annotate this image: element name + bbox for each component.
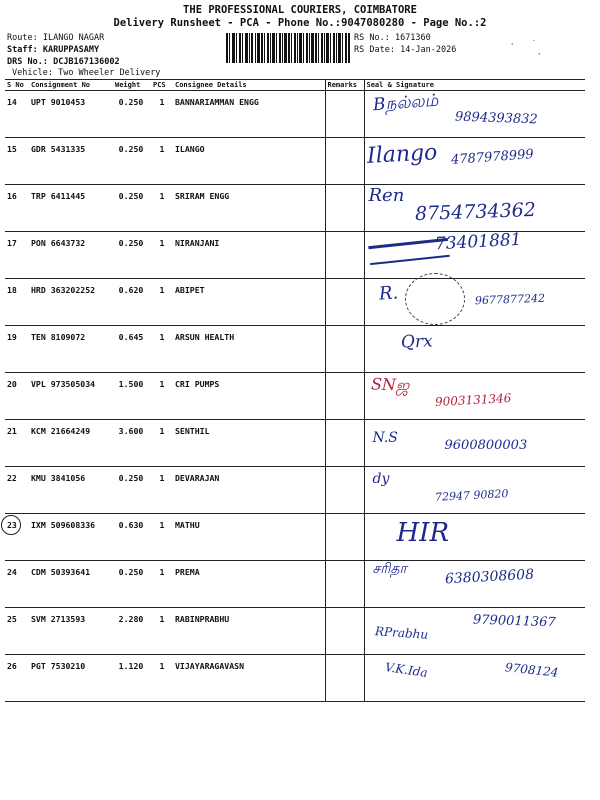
remarks-cell [325, 467, 364, 514]
col-sno: S No [5, 80, 29, 91]
table-row [5, 326, 585, 373]
route-info [7, 33, 104, 43]
table-row [5, 608, 585, 655]
remarks-cell [325, 232, 364, 279]
signature-cell [364, 467, 585, 514]
consignment-cell: TEN 8109072 [29, 326, 113, 373]
consignee-cell: SENTHIL [173, 420, 325, 467]
signature-phone: 9003131346 [434, 391, 512, 409]
stray-marks: · ˙ · [509, 40, 542, 60]
consignment-cell: KCM 21664249 [29, 420, 113, 467]
table-row [5, 185, 585, 232]
col-consignment: Consignment No [29, 80, 113, 91]
weight-cell: 3.600 [113, 420, 151, 467]
pcs-cell: 1 [151, 138, 173, 185]
pcs-cell: 1 [151, 420, 173, 467]
consignee-cell: ILANGO [173, 138, 325, 185]
drs-value: DCJB167136002 [53, 57, 120, 67]
consignment-cell: PON 6643732 [29, 232, 113, 279]
table-row [5, 279, 585, 326]
consignee-cell: MATHU [173, 514, 325, 561]
drs-info [7, 57, 120, 67]
signature-cell [364, 420, 585, 467]
signature-phone: 9894393832 [454, 109, 538, 128]
sno-cell: 23 [5, 514, 29, 561]
route-label: Route: [7, 33, 38, 43]
table-row [5, 467, 585, 514]
sno-cell: 18 [5, 279, 29, 326]
sno-cell: 26 [5, 655, 29, 702]
rs-number-label: RS No.: [354, 33, 390, 43]
rs-number-value: 1671360 [394, 33, 431, 43]
weight-cell: 0.630 [113, 514, 151, 561]
signature-phone: 9790011367 [472, 612, 556, 631]
runsheet-table [5, 80, 585, 702]
signature-name: N.S [372, 430, 398, 446]
vehicle-label: Vehicle: [12, 68, 53, 78]
signature-cell [364, 608, 585, 655]
remarks-cell [325, 326, 364, 373]
runsheet-subtitle: Delivery Runsheet - PCA - Phone No.:9047080280 - Page No.:2 [113, 17, 487, 29]
route-value: ILANGO NAGAR [42, 33, 105, 43]
consignment-cell: HRD 363202252 [29, 279, 113, 326]
consignment-cell: SVM 2713593 [29, 608, 113, 655]
consignment-cell: VPL 973505034 [29, 373, 113, 420]
signature-cell [364, 655, 585, 702]
sno-cell: 19 [5, 326, 29, 373]
consignee-cell: CRI PUMPS [173, 373, 325, 420]
sno-cell: 22 [5, 467, 29, 514]
pcs-cell: 1 [151, 326, 173, 373]
drs-label: DRS No.: [7, 57, 48, 67]
weight-cell: 0.645 [113, 326, 151, 373]
remarks-cell [325, 279, 364, 326]
pcs-cell: 1 [151, 467, 173, 514]
col-pcs: PCS [151, 80, 173, 91]
consignment-cell: KMU 3841056 [29, 467, 113, 514]
sno-cell: 24 [5, 561, 29, 608]
company-stamp [405, 273, 465, 325]
signature-cell [364, 514, 585, 561]
consignment-cell: TRP 6411445 [29, 185, 113, 232]
pcs-cell: 1 [151, 373, 173, 420]
vehicle-value: Two Wheeler Delivery [58, 68, 161, 78]
remarks-cell [325, 561, 364, 608]
table-row [5, 655, 585, 702]
consignment-cell: PGT 7530210 [29, 655, 113, 702]
consignee-cell: RABINPRABHU [173, 608, 325, 655]
remarks-cell [325, 514, 364, 561]
table-row [5, 373, 585, 420]
consignee-cell: PREMA [173, 561, 325, 608]
rs-date-info [354, 45, 456, 55]
weight-cell: 0.250 [113, 232, 151, 279]
sno-cell: 25 [5, 608, 29, 655]
scribble-mark [368, 238, 450, 265]
table-row [5, 420, 585, 467]
signature-phone: 9677877242 [474, 291, 545, 308]
pcs-cell: 1 [151, 608, 173, 655]
rs-date-label: RS Date: [354, 45, 395, 55]
remarks-cell [325, 608, 364, 655]
remarks-cell [325, 138, 364, 185]
signature-cell [364, 373, 585, 420]
remarks-cell [325, 91, 364, 138]
table-row [5, 514, 585, 561]
sno-cell: 21 [5, 420, 29, 467]
consignment-cell: UPT 9010453 [29, 91, 113, 138]
sno-cell: 14 [5, 91, 29, 138]
weight-cell: 0.250 [113, 91, 151, 138]
rs-date-value: 14-Jan-2026 [400, 45, 457, 55]
weight-cell: 0.250 [113, 185, 151, 232]
weight-cell: 0.250 [113, 138, 151, 185]
weight-cell: 2.280 [113, 608, 151, 655]
remarks-cell [325, 185, 364, 232]
pcs-cell: 1 [151, 655, 173, 702]
consignee-cell: SRIRAM ENGG [173, 185, 325, 232]
rs-number-info [354, 33, 431, 43]
signature-cell [364, 185, 585, 232]
signature-phone: 4787978999 [450, 147, 534, 168]
col-consignee: Consignee Details [173, 80, 325, 91]
staff-value: KARUPPASAMY [42, 45, 100, 55]
signature-name: SNஜ [370, 374, 410, 395]
sno-cell: 20 [5, 373, 29, 420]
signature-cell [364, 279, 585, 326]
signature-name: HIR [396, 518, 450, 548]
consignment-cell: IXM 509608336 [29, 514, 113, 561]
consignee-cell: DEVARAJAN [173, 467, 325, 514]
signature-name: Ilango [365, 140, 438, 169]
signature-name: Qrx [400, 331, 433, 353]
signature-cell [364, 91, 585, 138]
consignment-cell: CDM 50393641 [29, 561, 113, 608]
staff-label: Staff: [7, 45, 38, 55]
remarks-cell [325, 373, 364, 420]
signature-phone: 6380308608 [444, 566, 534, 588]
pcs-cell: 1 [151, 279, 173, 326]
signature-name: சரிதா [372, 561, 407, 577]
circled-row-mark [1, 515, 21, 535]
signature-cell [364, 561, 585, 608]
table-row [5, 91, 585, 138]
consignee-cell: ABIPET [173, 279, 325, 326]
consignment-cell: GDR 5431335 [29, 138, 113, 185]
signature-phone: 73401881 [434, 229, 522, 255]
table-row [5, 138, 585, 185]
consignee-cell: VIJAYARAGAVASN [173, 655, 325, 702]
consignee-cell: ARSUN HEALTH [173, 326, 325, 373]
consignee-cell: BANNARIAMMAN ENGG [173, 91, 325, 138]
signature-phone: 8754734362 [414, 198, 536, 226]
consignee-cell: NIRANJANI [173, 232, 325, 279]
table-header-row [5, 80, 585, 91]
company-title: THE PROFESSIONAL COURIERS, COIMBATORE [183, 4, 417, 16]
remarks-cell [325, 420, 364, 467]
signature-name: R. [377, 282, 399, 305]
pcs-cell: 1 [151, 91, 173, 138]
signature-cell [364, 138, 585, 185]
weight-cell: 1.120 [113, 655, 151, 702]
barcode-image [226, 33, 350, 63]
signature-phone: 9600800003 [444, 438, 528, 453]
staff-info [7, 45, 99, 55]
remarks-cell [325, 655, 364, 702]
pcs-cell: 1 [151, 232, 173, 279]
signature-phone: 9708124 [503, 660, 559, 680]
col-remarks: Remarks [325, 80, 364, 91]
signature-name: Bநல்லம் [371, 90, 439, 116]
pcs-cell: 1 [151, 185, 173, 232]
col-seal: Seal & Signature [364, 80, 585, 91]
vehicle-info [12, 68, 160, 78]
col-weight: Weight [113, 80, 151, 91]
weight-cell: 0.620 [113, 279, 151, 326]
pcs-cell: 1 [151, 561, 173, 608]
table-row [5, 561, 585, 608]
signature-name: RPrabhu [374, 624, 429, 642]
pcs-cell: 1 [151, 514, 173, 561]
signature-cell [364, 326, 585, 373]
sno-cell: 15 [5, 138, 29, 185]
table-row [5, 232, 585, 279]
signature-cell [364, 229, 585, 279]
weight-cell: 0.250 [113, 467, 151, 514]
signature-phone: 72947 90820 [434, 487, 509, 504]
weight-cell: 1.500 [113, 373, 151, 420]
sno-cell: 17 [5, 232, 29, 279]
sno-cell: 16 [5, 185, 29, 232]
signature-name: dy [372, 471, 390, 487]
signature-name: V.K.Ida [383, 660, 429, 680]
signature-name: Ren [368, 185, 405, 206]
weight-cell: 0.250 [113, 561, 151, 608]
